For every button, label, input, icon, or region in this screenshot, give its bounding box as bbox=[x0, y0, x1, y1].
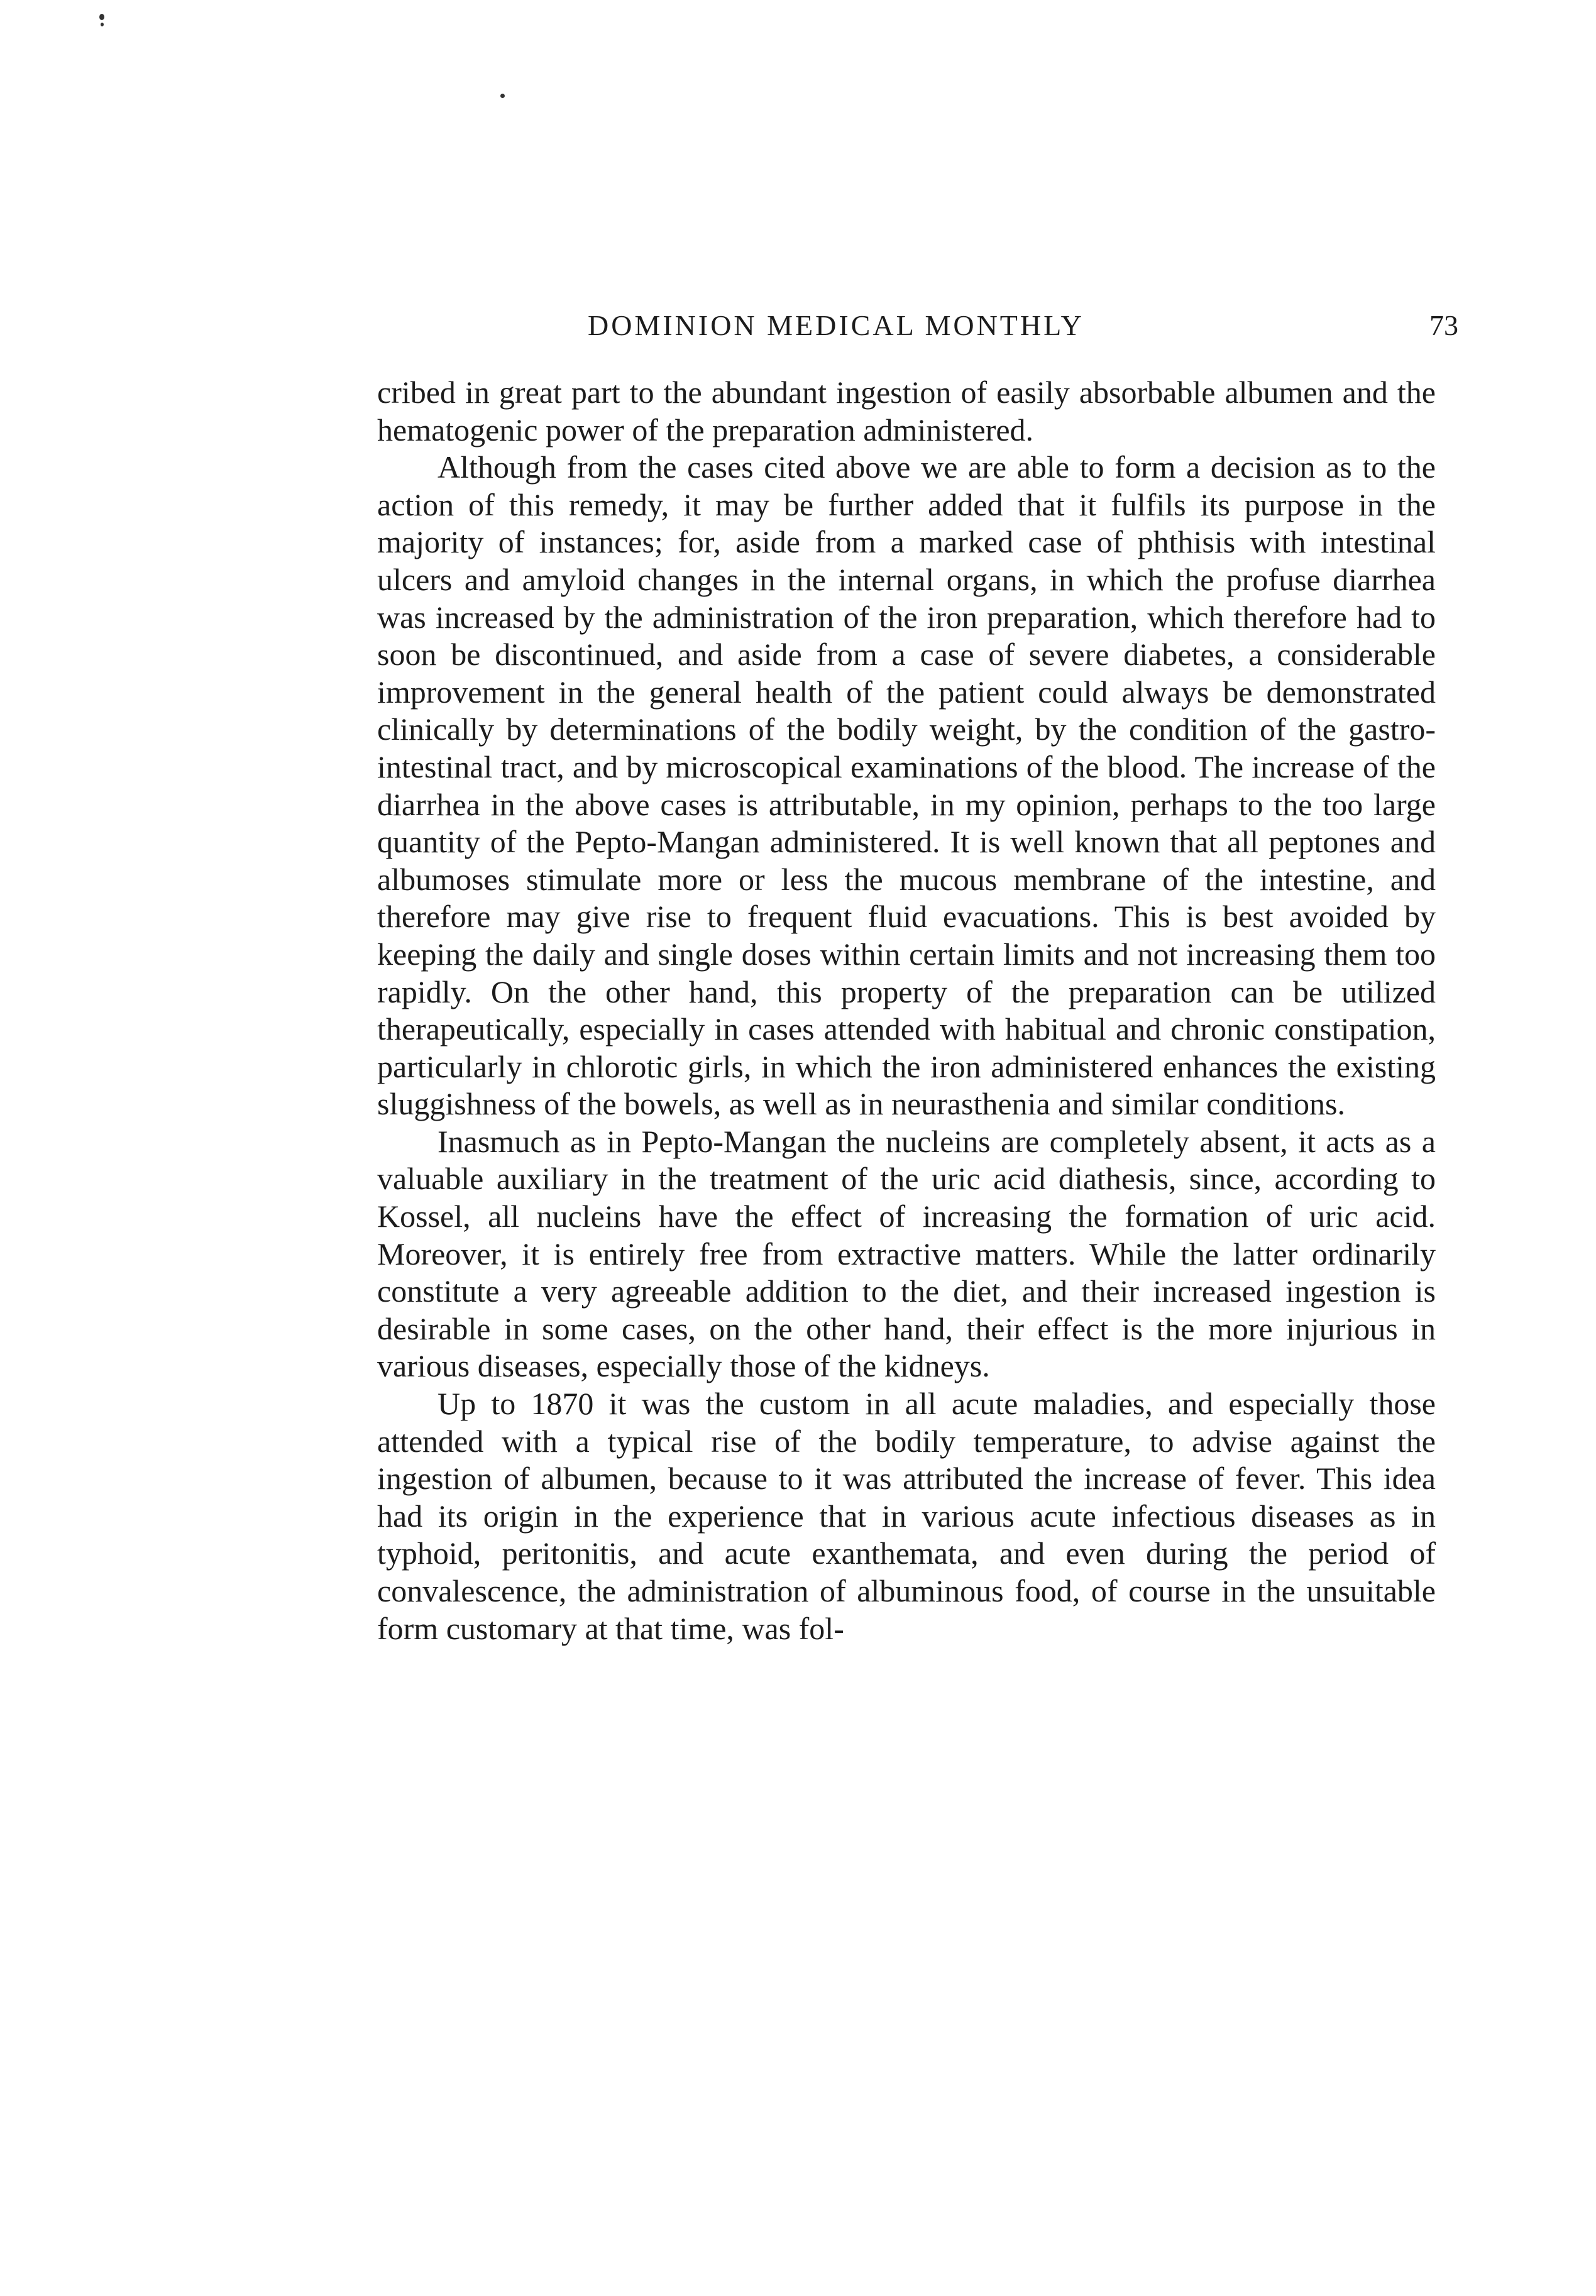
ink-speck bbox=[101, 23, 104, 26]
running-title: DOMINION MEDICAL MONTHLY bbox=[588, 309, 1084, 341]
paragraph: Although from the cases cited above we are able to form a decision as to the action of this remedy, it may be further added that it fulfils its purpose in the majority of instances; for, aside from a marked case of phthisis with intestinal ulcers and amyloid changes in the internal organs, in which the profuse diarrhea was increased by the administration of the iron preparation, which therefore had to soon be discontinued, and aside from a case of severe diabetes, a considerable improvement in the general health of the patient could always be demonstrated clinically by determinations of the bodily weight, by the condition of the gastro-intestinal tract, and by microscopical examinations of the blood. The increase of the diarrhea in the above cases is attributable, in my opinion, perhaps to the too large quantity of the Pepto-Mangan administered. It is well known that all peptones and albumoses stimulate more or less the mucous membrane of the intestine, and therefore may give rise to frequent fluid evacuations. This is best avoided by keeping the daily and single doses within certain limits and not increasing them too rapidly. On the other hand, this property of the preparation can be utilized therapeutically, especially in cases attended with habitual and chronic constipation, particularly in chlorotic girls, in which the iron administered enhances the existing sluggishness of the bowels, as well as in neurasthenia and similar conditions. bbox=[377, 449, 1436, 1122]
running-head bbox=[377, 307, 1458, 344]
ink-speck bbox=[500, 94, 505, 98]
paragraph: Inasmuch as in Pepto-Mangan the nucleins are completely absent, it acts as a valuable auxiliary in the treatment of the uric acid diathesis, since, according to Kossel, all nucleins have the effect of increasing the formation of uric acid. Moreover, it is entirely free from extractive matters. While the latter ordinarily constitute a very agreeable addition to the diet, and their increased ingestion is desirable in some cases, on the other hand, their effect is the more injurious in various diseases, especially those of the kidneys. bbox=[377, 1123, 1436, 1384]
page-number: 73 bbox=[1429, 309, 1458, 341]
paragraph: cribed in great part to the abundant ingestion of easily absorbable albumen and the hematogenic power of the preparation administered. bbox=[377, 375, 1436, 448]
body-text bbox=[377, 374, 1436, 1647]
paragraph: Up to 1870 it was the custom in all acute maladies, and especially those attended with a typical rise of the bodily temperature, to advise against the ingestion of albumen, because to it was attributed the increase of fever. This idea had its origin in the experience that in various acute infectious diseases as in typhoid, peritonitis, and acute exanthemata, and even during the period of convalescence, the administration of albuminous food, of course in the unsuitable form customary at that time, was fol- bbox=[377, 1386, 1436, 1646]
ink-speck bbox=[99, 14, 104, 20]
